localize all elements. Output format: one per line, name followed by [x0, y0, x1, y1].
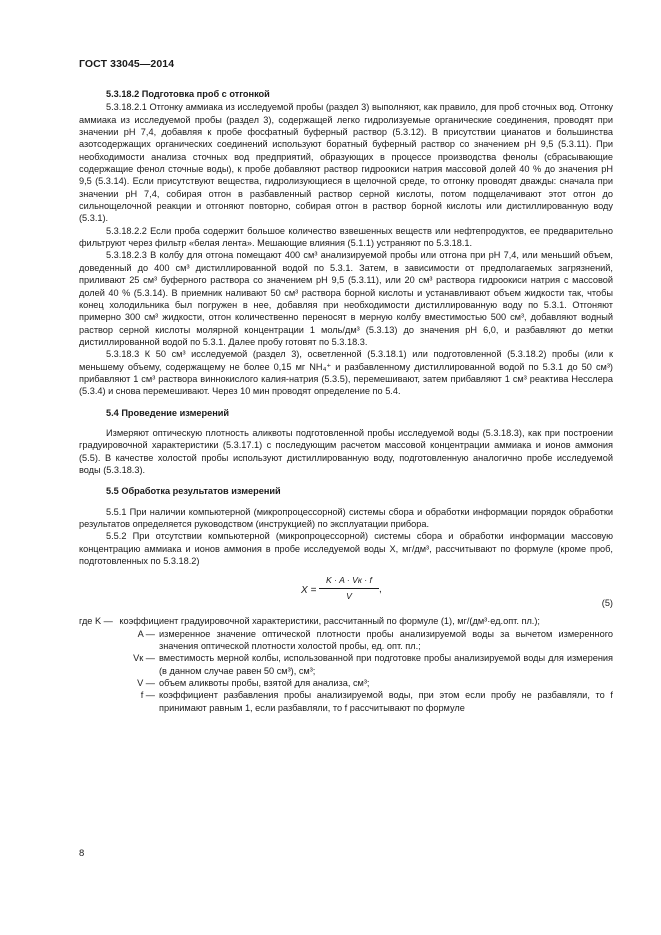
- formula-lhs: X =: [301, 585, 317, 597]
- formula-number: (5): [601, 598, 613, 609]
- formula-comma: ,: [379, 584, 382, 596]
- definition-text: коэффициент разбавления пробы анализируемой воды, при этом если пробу не разбавляли, то f принимают равным 1, если разбавляли, то f рассчитывают по формуле: [159, 690, 613, 713]
- formula-numerator: K · A · Vк · f: [319, 574, 379, 588]
- definition-item: [79, 615, 613, 627]
- document-body: [79, 88, 613, 714]
- section-heading-5-5: 5.5 Обработка результатов измерений: [106, 486, 281, 497]
- definition-prefix: где: [79, 616, 93, 627]
- paragraph-5-3-18-2-2: 5.3.18.2.2 Если проба содержит большое количество взвешенных веществ или нефтепродуктов, ее предварительно фильтруют через фильтр «белая лента». Мешающие влияния (5.1.1) устраняют по 5.3.18.1.: [79, 225, 613, 249]
- definition-item: [79, 689, 613, 714]
- definition-item: [79, 628, 613, 653]
- definition-text: коэффициент градуировочной характеристики, рассчитанный по формуле (1), мг/(дм³·ед.опт. пл.);: [119, 616, 540, 627]
- definition-symbol: A —: [137, 628, 155, 639]
- paragraph-5-3-18-2-3: 5.3.18.2.3 В колбу для отгона помещают 400 см³ анализируемой пробы или отгона при рН 7,4, или меньший объем, доведенный до 400 см³ дистиллированной водой по 5.3.1. Затем, в зависимости от предполагаемых загрязнений, приливают 25 см³ буферного раствора со значением рН 9,5 (5.3.11), или 20 см³ раствора гидроокиси натрия с массовой долей 40 % (5.3.14). В приемник наливают 50 см³ раствора борной кислоты и устанавливают объем жидкости так, чтобы конец холодильника был погружен в нее, добавляя при необходимости дистиллированную воду по 5.3.1. Отгоняют примерно 300 см³ жидкости, отгон количественно переносят в мерную колбу вместимостью 500 см³, добавляют водный раствор серной кислоты молярной концентрации 1 моль/дм³ (5.3.13) до значения рН 6,0, и разбавляют до метки дистиллированной водой по 5.3.1. Далее пробу готовят по 5.3.18.3.: [79, 250, 613, 347]
- definitions-list: [79, 615, 613, 714]
- definition-symbol: Vк —: [133, 653, 155, 664]
- paragraph-5-3-18-2-1: 5.3.18.2.1 Отгонку аммиака из исследуемой пробы (раздел 3) выполняют, как правило, для проб сточных вод. Отгонку аммиака из исследуемой пробы (раздел 3), содержащей легко гидролизуемые органические соединения, проводят при значении рН 7,4, добавляя к пробе фосфатный буферный раствор (5.3.12). В присутствии цианатов и большинства азотсодержащих органических соединений используют боратный буферный раствор со значением рН 9,5 (5.3.11). При необходимости анализа сточных вод предприятий, образующих в процессе производства фенолы (сбрасывающие содержащие фенол сточные воды), к пробе добавляют раствор гидроокиси натрия массовой долей 40 % до значения рН 9,5 (5.3.14). Если присутствуют вещества, гидролизующиеся в щелочной среде, то отгонку проводят дважды: сначала при значении рН 7,4, собирая отгон в разбавленный раствор серной кислоты, потом подщелачивают этот отгон до сильнощелочной реакции и отгоняют повторно, собирая отгон в раствор борной кислоты или дистиллированную воду (5.3.1).: [79, 102, 613, 224]
- definition-item: [79, 652, 613, 677]
- formula-denominator: V: [346, 590, 352, 601]
- definition-symbol: V —: [137, 678, 155, 689]
- definition-item: [79, 677, 613, 689]
- formula-fraction: [319, 574, 379, 602]
- definition-text: объем аликвоты пробы, взятой для анализа, см³;: [159, 678, 370, 689]
- definition-symbol: f —: [140, 690, 155, 701]
- definition-symbol: где K —: [79, 616, 113, 627]
- section-heading-5-3-18-2: 5.3.18.2 Подготовка проб с отгонкой: [106, 89, 270, 99]
- page-number: 8: [79, 848, 85, 859]
- definition-text: вместимость мерной колбы, использованной при подготовке пробы анализируемой воды для измерения (в данном случае равен 50 см³), см³;: [159, 653, 613, 676]
- definition-text: измеренное значение оптической плотности пробы анализируемой воды за вычетом измеренного значения оптической плотности холостой пробы, ед. опт. пл.;: [159, 628, 613, 652]
- formula-5: [79, 573, 613, 613]
- standard-header: ГОСТ 33045—2014: [79, 58, 175, 70]
- paragraph-5-5-2: 5.5.2 При отсутствии компьютерной (микропроцессорной) системы сбора и обработки информации массовую концентрацию аммиака и ионов аммония в пробе исследуемой воды X, мг/дм³, рассчитывают по формуле (кроме проб, подготовленных по 5.3.18.2): [79, 531, 613, 567]
- paragraph-5-5-1: 5.5.1 При наличии компьютерной (микропроцессорной) системы сбора и обработки информации порядок обработки результатов определяется руководством (инструкцией) по эксплуатации прибора.: [79, 506, 613, 529]
- paragraph-5-4: Измеряют оптическую плотность аликвоты подготовленной пробы исследуемой воды (5.3.18.3), как при построении градуировочной характеристики (5.3.17.1) с последующим расчетом массовой концентрации аммиака и ионов аммония (5.5). В качестве холостой пробы используют дистиллированную воду, подготовленную аналогично пробе исследуемой воды (5.3.18.3).: [79, 427, 613, 475]
- section-heading-5-4: 5.4 Проведение измерений: [106, 407, 230, 418]
- paragraph-5-3-18-3: 5.3.18.3 К 50 см³ исследуемой (раздел 3), осветленной (5.3.18.1) или подготовленной (5.3.18.2) пробы (или к меньшему объему, содержащему не более 0,15 мг NH₄⁺ и разбавленному дистиллированной водой по 5.3.1 до 50 см³) прибавляют 1 см³ раствора виннокислого калия-натрия (5.3.5), перемешивают, затем прибавляют 1 см³ реактива Несслера (5.3.4) и снова перемешивают. Через 10 мин проводят определение по 5.4.: [79, 349, 613, 397]
